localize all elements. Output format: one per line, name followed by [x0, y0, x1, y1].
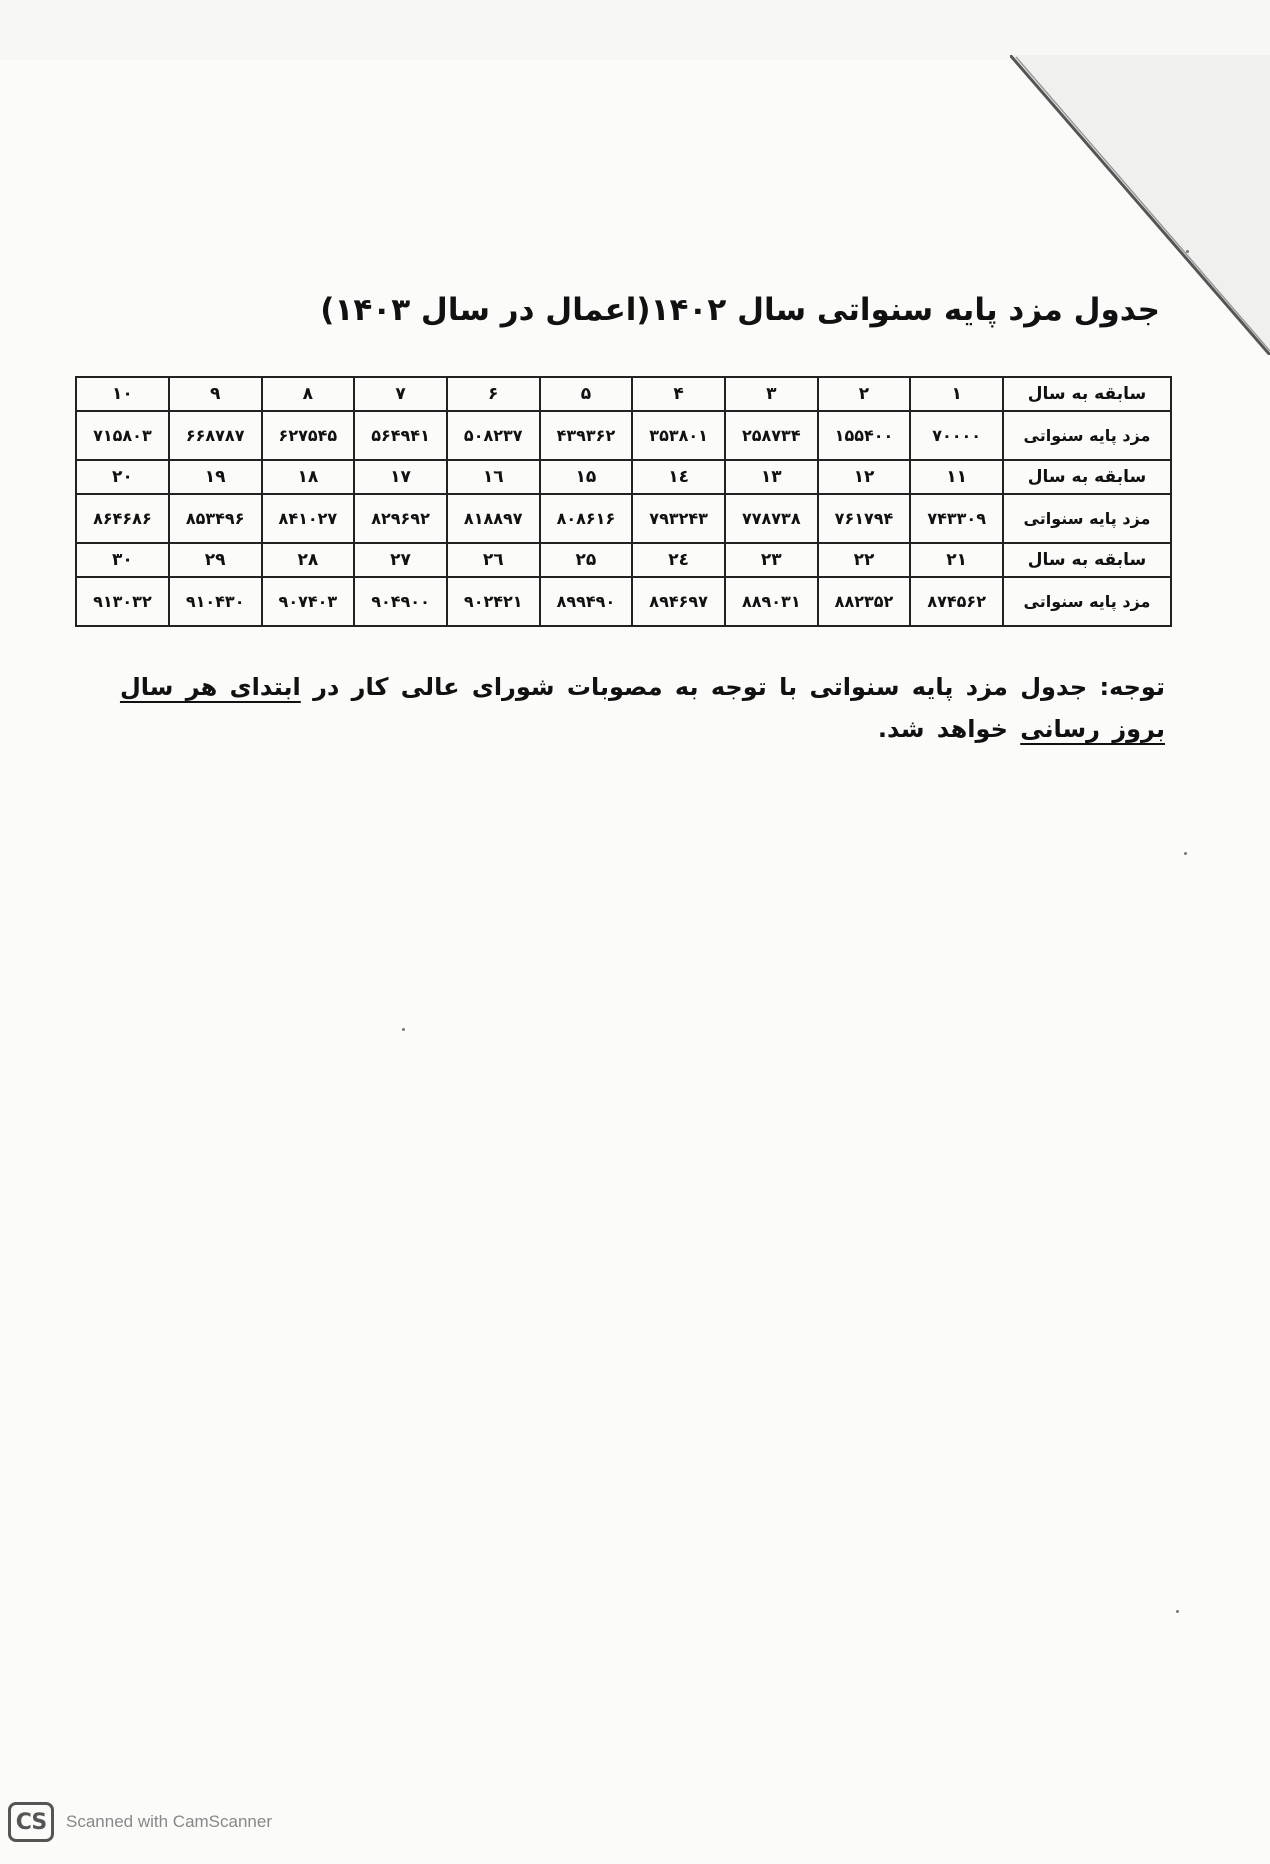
- years-row: [76, 460, 1171, 494]
- years-cell: ۲۳: [725, 543, 818, 577]
- wage-cell: ۸۲۹۶۹۲: [354, 494, 447, 543]
- wage-header-cell: مزد پایه سنواتی: [1003, 411, 1171, 460]
- years-cell: ۱۸: [262, 460, 355, 494]
- wage-row: [76, 577, 1171, 626]
- wage-header-cell: مزد پایه سنواتی: [1003, 577, 1171, 626]
- wage-cell: ۸۶۴۶۸۶: [76, 494, 169, 543]
- wage-cell: ۷۰۰۰۰: [910, 411, 1003, 460]
- wage-cell: ۳۵۳۸۰۱: [632, 411, 725, 460]
- wage-cell: ۵۶۴۹۴۱: [354, 411, 447, 460]
- years-cell: ۹: [169, 377, 262, 411]
- wage-cell: ۹۱۰۴۳۰: [169, 577, 262, 626]
- wage-cell: ۹۰۷۴۰۳: [262, 577, 355, 626]
- note-underlined-text: ابتدای هر سال بروز رسانی: [119, 673, 1165, 743]
- wage-cell: ۸۵۳۴۹۶: [169, 494, 262, 543]
- years-cell: ۲۹: [169, 543, 262, 577]
- note-prefix: توجه:: [1099, 673, 1165, 701]
- years-cell: ۱۱: [910, 460, 1003, 494]
- years-cell: ۷: [354, 377, 447, 411]
- years-cell: ۱۲: [818, 460, 911, 494]
- wage-cell: ۷۱۵۸۰۳: [76, 411, 169, 460]
- wage-cell: ۲۵۸۷۳۴: [725, 411, 818, 460]
- years-cell: ۶: [447, 377, 540, 411]
- years-cell: ۲٦: [447, 543, 540, 577]
- years-cell: ۲: [818, 377, 911, 411]
- document-title: جدول مزد پایه سنواتی سال ۱۴۰۲(اعمال در سال ۱۴۰۳): [320, 292, 1160, 328]
- years-cell: ۱٤: [632, 460, 725, 494]
- years-cell: ۲۵: [540, 543, 633, 577]
- wage-cell: ۹۰۲۴۲۱: [447, 577, 540, 626]
- years-cell: ۸: [262, 377, 355, 411]
- watermark-label: Scanned with CamScanner: [66, 1812, 273, 1831]
- scan-speck: [1184, 852, 1187, 855]
- years-row: [76, 377, 1171, 411]
- wage-cell: ۵۰۸۲۳۷: [447, 411, 540, 460]
- note-text: جدول مزد پایه سنواتی با توجه به مصوبات شورای عالی کار در: [313, 673, 1088, 701]
- scan-speck: [1176, 1610, 1179, 1613]
- wage-cell: ۸۸۹۰۳۱: [725, 577, 818, 626]
- years-cell: ۱۳: [725, 460, 818, 494]
- wage-row: [76, 494, 1171, 543]
- years-cell: ۲۲: [818, 543, 911, 577]
- years-cell: ۴: [632, 377, 725, 411]
- years-cell: ۲۷: [354, 543, 447, 577]
- wage-cell: ۸۴۱۰۲۷: [262, 494, 355, 543]
- scan-speck: [1186, 250, 1189, 253]
- years-cell: ۲۰: [76, 460, 169, 494]
- years-cell: ۱۷: [354, 460, 447, 494]
- years-cell: ۱٦: [447, 460, 540, 494]
- years-cell: ۱: [910, 377, 1003, 411]
- wage-cell: ۶۲۷۵۴۵: [262, 411, 355, 460]
- years-header-cell: سابقه به سال: [1003, 377, 1171, 411]
- wage-cell: ۷۴۳۳۰۹: [910, 494, 1003, 543]
- wage-cell: ۸۹۹۴۹۰: [540, 577, 633, 626]
- years-cell: ۵: [540, 377, 633, 411]
- wage-cell: ۷۷۸۷۳۸: [725, 494, 818, 543]
- wage-cell: ۸۹۴۶۹۷: [632, 577, 725, 626]
- years-cell: ۳: [725, 377, 818, 411]
- wage-cell: ۶۶۸۷۸۷: [169, 411, 262, 460]
- wage-header-cell: مزد پایه سنواتی: [1003, 494, 1171, 543]
- camscanner-logo: CS: [8, 1802, 54, 1842]
- note-text-end: خواهد شد.: [877, 715, 1008, 743]
- wage-cell: ۷۹۳۲۴۳: [632, 494, 725, 543]
- wage-cell: ۹۰۴۹۰۰: [354, 577, 447, 626]
- years-header-cell: سابقه به سال: [1003, 543, 1171, 577]
- years-cell: ۱۵: [540, 460, 633, 494]
- wage-cell: ۹۱۳۰۳۲: [76, 577, 169, 626]
- seniority-wage-table: [75, 376, 1172, 627]
- years-cell: ۱۰: [76, 377, 169, 411]
- wage-cell: ۸۰۸۶۱۶: [540, 494, 633, 543]
- wage-cell: ۸۷۴۵۶۲: [910, 577, 1003, 626]
- wage-row: [76, 411, 1171, 460]
- years-cell: ۳۰: [76, 543, 169, 577]
- years-cell: ۱۹: [169, 460, 262, 494]
- scan-speck: [402, 1028, 405, 1031]
- note-paragraph: [85, 666, 1165, 750]
- years-cell: ۲۱: [910, 543, 1003, 577]
- scanner-watermark: [8, 1802, 272, 1842]
- years-cell: ۲٤: [632, 543, 725, 577]
- years-row: [76, 543, 1171, 577]
- wage-cell: ۷۶۱۷۹۴: [818, 494, 911, 543]
- wage-cell: ۸۸۲۳۵۲: [818, 577, 911, 626]
- wage-cell: ۴۳۹۳۶۲: [540, 411, 633, 460]
- wage-cell: ۸۱۸۸۹۷: [447, 494, 540, 543]
- years-cell: ۲۸: [262, 543, 355, 577]
- years-header-cell: سابقه به سال: [1003, 460, 1171, 494]
- wage-cell: ۱۵۵۴۰۰: [818, 411, 911, 460]
